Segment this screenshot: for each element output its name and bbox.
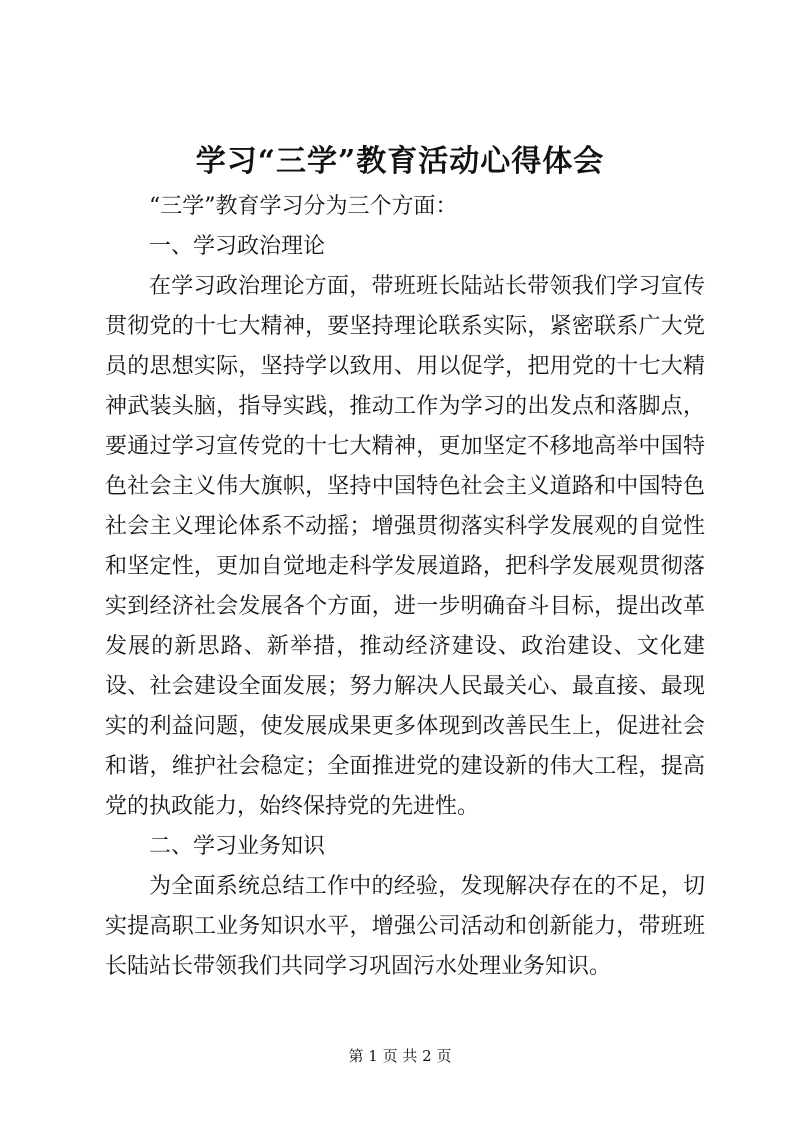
document-title: 学习“三学”教育活动心得体会 — [195, 144, 605, 179]
document-body — [105, 187, 705, 987]
page-number-footer: 第 1 页 共 2 页 — [348, 1047, 452, 1065]
political-theory-paragraph: 在学习政治理论方面，带班班长陆站长带领我们学习宣传贯彻党的十七大精神，要坚持理论联系实际，紧密联系广大党员的思想实际，坚持学以致用、用以促学，把用党的十七大精神武装头脑，指导实践，推动工作为学习的出发点和落脚点，要通过学习宣传党的十七大精神，更加坚定不移地高举中国特色社会主义伟大旗帜，坚持中国特色社会主义道路和中国特色社会主义理论体系不动摇；增强贯彻落实科学发展观的自觉性和坚定性，更加自觉地走科学发展道路，把科学发展观贯彻落实到经济社会发展各个方面，进一步明确奋斗目标，提出改革发展的新思路、新举措，推动经济建设、政治建设、文化建设、社会建设全面发展；努力解决人民最关心、最直接、最现实的利益问题，使发展成果更多体现到改善民生上，促进社会和谐，维护社会稳定；全面推进党的建设新的伟大工程，提高党的执政能力，始终保持党的先进性。 — [105, 274, 705, 819]
business-knowledge-paragraph: 为全面系统总结工作中的经验，发现解决存在的不足，切实提高职工业务知识水平，增强公司活动和创新能力，带班班长陆站长带领我们共同学习巩固污水处理业务知识。 — [105, 874, 705, 979]
section-heading-political-theory: 一、学习政治理论 — [149, 234, 326, 259]
intro-paragraph: “三学”教育学习分为三个方面： — [149, 194, 458, 219]
section-heading-business-knowledge: 二、学习业务知识 — [149, 834, 326, 859]
